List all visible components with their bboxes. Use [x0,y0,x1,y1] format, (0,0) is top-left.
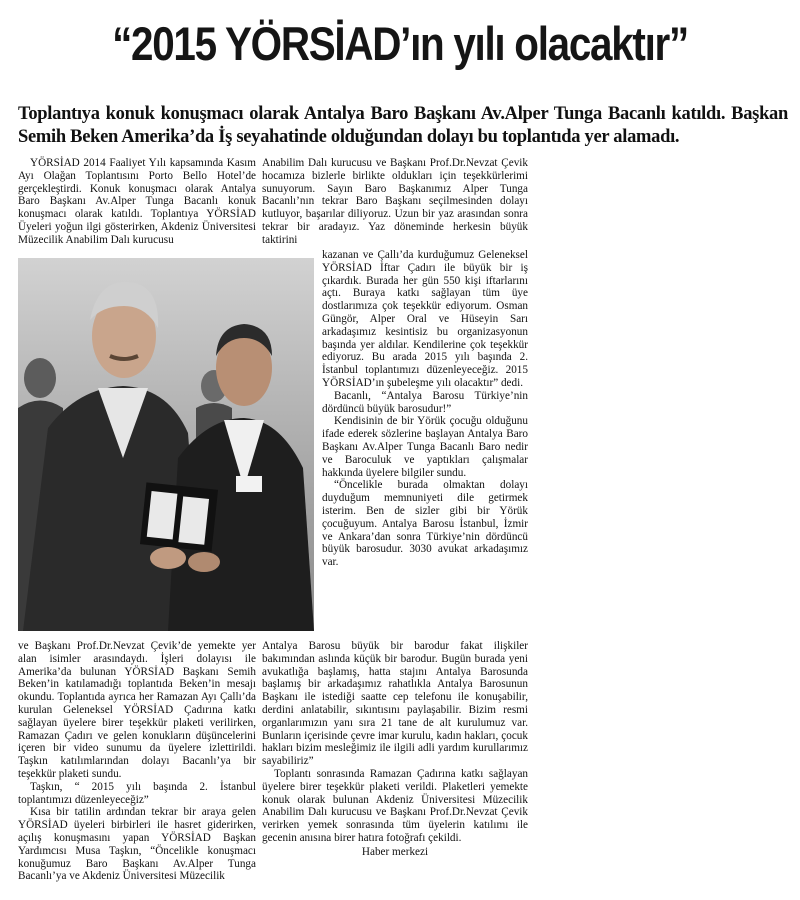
paragraph: YÖRSİAD 2014 Faaliyet Yılı kapsamında Kasım Ayı Olağan Toplantısını Porto Bello Hotel’de gerçekleştirdi. Konuk konuşmacı olarak Antalya Baro Başkanı Av.Alper Tunga Bacanlı konuk konuşmacı olarak katıldı. Toplantıya YÖRSİAD Üyeleri yoğun ilgi gösterirken, Akdeniz Üniversitesi Müzecilik Anabilim Dalı kurucusu [18,157,256,246]
paragraph: “Öncelikle burada olmaktan dolayı duyduğum memnuniyeti dile getirmek isterim. Ben de sizler gibi bir Yörük çocuğuyum. Antalya Barosu İstanbul, İzmir ve Ankara’dan sonra Türkiye’nin dördüncü büyük barosudur. 3030 avukat arkadaşımız var. [322,479,528,569]
subheading: Taşkın, “ 2015 yılı başında 2. İstanbul toplantımızı düzenleyeceğiz” [18,780,256,806]
photo-illustration [18,258,314,631]
column-3-top [322,249,528,569]
article-deck: Toplantıya konuk konuşmacı olarak Antalya Baro Başkanı Av.Alper Tunga Bacanlı katıldı. Başkan Semih Beken Amerika’da İş seyahatinde olduğundan dolayı bu toplantıda yer alamadı. [18,104,788,147]
paragraph: Anabilim Dalı kurucusu ve Başkanı Prof.Dr.Nevzat Çevik hocamıza bizlerle birlikte oldukları için teşekkürlerimi sunuyorum. Sayın Baro Başkanımız Alper Tunga Bacanlı’nın tekrar Baro Başkanı seçilmesinden dolayı kutluyor, başarılar diliyoruz. Uzun bir yaz arasından sonra tekrar bir aradayız. Yaz döneminde herkesin büyük taktirini [262,157,528,246]
article-headline: “2015 YÖRSİAD’ın yılı olacaktır” [112,17,688,70]
column-1-bottom [18,640,256,883]
column-1-top [18,157,256,247]
paragraph: Antalya Barosu büyük bir barodur fakat ilişkiler bakımından aslında küçük bir barodur. Bugün burada yeni avukatlığa başlamış, hatta stajını Antalya Barosunda başlamış bir arkadaşımız rahatlıkla Antalya Barosunun Başkanı ile istediği saatte cep telefonu ile konuşabilir, derdini anlatabilir, sıkıntısını paylaşabilir. Bizim resmi organlarımızın yanı sıra 21 tane de alt kurulumuz var. Bunların içerisinde çevre imar kurulu, kadın hakları, çocuk hakları bizim mesleğimiz ile ilgili adli yardım kurullarımız sayabiliriz” [262,640,528,768]
news-photo [18,258,314,631]
subheading: Bacanlı, “Antalya Barosu Türkiye’nin dördüncü büyük barosudur!” [322,389,528,415]
paragraph: Toplantı sonrasında Ramazan Çadırına katkı sağlayan üyelere birer teşekkür plaketi verildi. Plaketleri yemekte konuk olarak bulunan Akdeniz Üniversitesi Müzecilik Anabilim Dalı kurucusu ve Başkanı Prof.Dr.Nevzat Çevik verirken yemek sonrasında tüm üyelerin katılımı ile gecenin anısına birer hatıra fotoğrafı çekildi. [262,767,528,844]
paragraph: kazanan ve Çallı’da kurduğumuz Geleneksel YÖRSİAD İftar Çadırı ile büyük bir iş çıkardık. Burada her gün 550 kişi iftarlarını açtı. Buraya katkı sağlayan tüm üye dostlarımıza çok teşekkür ediyorum. Osman Güngör, Alper Oral ve Hüseyin Sarı arkadaşımız kesintisiz bu organizasyonun başında yer aldılar. Kendilerine çok teşekkür ediyoruz. Bu arada 2015 yılı başında 2. İstanbul toplantımızı düzenleyeceğiz. 2015 YÖRSİAD’ın şubeleşme yılı olacaktır” dedi. [322,249,528,389]
column-2-top [262,157,528,247]
column-2-bottom [262,640,528,859]
paragraph: ve Başkanı Prof.Dr.Nevzat Çevik’de yemekte yer alan isimler arasındaydı. İşleri dolayısı ile Amerika’da bulunan YÖRSİAD Başkanı Semih Beken’in katılamadığı toplantıda Beken’in mesajı okundu. Toplantıda ayrıca her Ramazan Ayı Çallı’da kurulan Geleneksel YÖRSİAD Çadırına katkı sağlayan üyelere birer teşekkür plaketi verilirken, Ramazan Çadırı ve gelen konukların düşüncelerini içeren bir video sunumu da üyelere izlettirildi. Taşkın katılımlarından dolayı Bacanlı’ya bir teşekkür plaketi sundu. [18,640,256,780]
paragraph: Kısa bir tatilin ardından tekrar bir araya gelen YÖRSİAD üyeleri birbirleri ile hasret giderirken, açılış konuşmasını yapan YÖRSİAD Başkan Yardımcısı Musa Taşkın, “Öncelikle konuşmacı konuğumuz Baro Başkanı Av.Alper Tunga Bacanlı’ya ve Akdeniz Üniversitesi Müzecilik [18,806,256,883]
byline: Haber merkezi [361,845,429,858]
paragraph: Kendisinin de bir Yörük çocuğu olduğunu ifade ederek sözlerine başlayan Antalya Baro Başkanı Av.Alper Tunga Bacanlı Baro nedir ve Baroculuk ve yaptıkları çalışmalar hakkında üyelere bilgiler sundu. [322,415,528,479]
